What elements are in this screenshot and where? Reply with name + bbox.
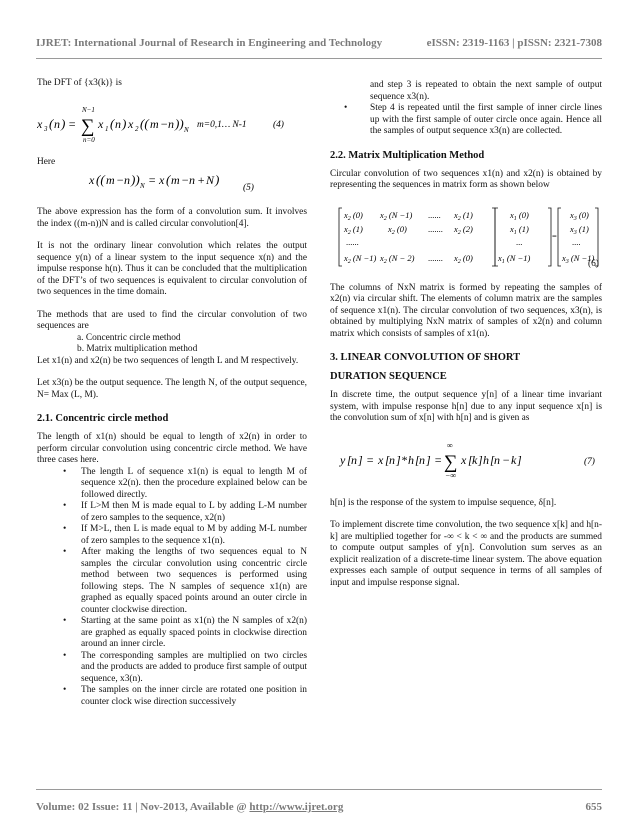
svg-text:.......: ....... bbox=[428, 223, 443, 234]
method-b: b. Matrix multiplication method bbox=[77, 344, 198, 354]
svg-text:+: + bbox=[197, 173, 206, 187]
svg-text:......: ...... bbox=[346, 236, 359, 247]
svg-text:n: n bbox=[389, 452, 395, 467]
list-item: • The samples on the inner circle are rotated one position in counter clock wise direction successively bbox=[37, 685, 307, 708]
svg-text:−: − bbox=[181, 173, 190, 187]
list-item: • Step 4 is repeated until the first sample of inner circle lines up with the first sample of outer circle once again. Hence all the samples of output sequence x3(n) are collected. bbox=[330, 103, 602, 138]
svg-text:h: h bbox=[408, 452, 414, 467]
svg-text:N−1: N−1 bbox=[82, 105, 95, 114]
svg-text:x: x bbox=[37, 116, 43, 131]
svg-text:((: (( bbox=[96, 172, 105, 187]
svg-text:x: x bbox=[159, 173, 165, 187]
svg-text:.......: ....... bbox=[428, 252, 443, 263]
svg-text:n: n bbox=[494, 452, 500, 467]
footer-volume: Volume: 02 Issue: 11 | Nov-2013, Available @ bbox=[36, 801, 250, 813]
svg-text:x: x bbox=[98, 116, 104, 131]
svg-text:−: − bbox=[160, 116, 169, 131]
svg-text:1: 1 bbox=[105, 124, 109, 133]
svg-text:n: n bbox=[168, 116, 174, 131]
svg-text:((: (( bbox=[140, 115, 149, 131]
svg-text:(: ( bbox=[49, 115, 54, 131]
paragraph-not-ordinary: It is not the ordinary linear convolution which relates the output sequence y(n) of a linear system to the input sequence x(n) and the impulse response h(n). Thus it can be concluded that the multiplication of the DFT’s of two sequences is equivalent to circular convolution of two sequences in the time domain. bbox=[37, 241, 307, 297]
header-rule bbox=[36, 58, 602, 59]
svg-text:−∞: −∞ bbox=[445, 470, 457, 480]
svg-text:]: ] bbox=[358, 452, 363, 467]
svg-text:3: 3 bbox=[44, 124, 48, 133]
svg-text:(: ( bbox=[166, 172, 171, 187]
svg-text:x3 (1): $x_3$ (1) bbox=[570, 223, 589, 236]
list-item: • The length L of sequence x1(n) is equal to length M of sequence x2(n). then the procedure explained below can be followed directly. bbox=[37, 467, 307, 502]
svg-text:x3 (0): $x_3$ (0) bbox=[570, 209, 589, 222]
list-item: • The corresponding samples are multiplied on two circles and the products are added to produce first sample of output sequence, x3(n). bbox=[37, 651, 307, 686]
continued-step: and step 3 is repeated to obtain the next sample of output sequence x3(n). bbox=[370, 80, 602, 102]
svg-text:x2 (N −1): $x_2$ (N −1) bbox=[380, 209, 413, 222]
paragraph-methods: The methods that are used to find the circular convolution of two sequences are bbox=[37, 309, 307, 331]
section-heading-2-2: 2.2. Matrix Multiplication Method bbox=[330, 149, 485, 161]
svg-text:=: = bbox=[148, 173, 157, 187]
svg-text:=: = bbox=[434, 452, 443, 467]
list-item: • If M>L, then L is made equal to M by adding M-L number of zero samples to the sequence x1(n). bbox=[37, 524, 307, 547]
svg-text:−: − bbox=[502, 452, 511, 467]
running-footer bbox=[36, 801, 602, 813]
svg-text:y: y bbox=[340, 452, 346, 467]
equation-4-number: (4) bbox=[273, 119, 284, 130]
svg-text:x2 (N −1): $x_2$ (N −1) bbox=[344, 252, 377, 265]
equation-4 bbox=[37, 101, 307, 147]
svg-text:): ) bbox=[122, 115, 127, 131]
svg-text:[: [ bbox=[490, 452, 495, 467]
equation-7-number: (7) bbox=[584, 456, 595, 467]
svg-text:x: x bbox=[461, 452, 467, 467]
svg-text:m: m bbox=[106, 173, 115, 187]
issn-text: eISSN: 2319-1163 | pISSN: 2321-7308 bbox=[426, 37, 602, 49]
running-header bbox=[36, 37, 602, 49]
section-heading-3-line1: 3. LINEAR CONVOLUTION OF SHORT bbox=[330, 352, 521, 363]
svg-text:[: [ bbox=[385, 452, 390, 467]
svg-text:[: [ bbox=[347, 452, 352, 467]
equation-4-range: m=0,1… N-1 bbox=[197, 119, 247, 130]
svg-text:=: = bbox=[366, 452, 375, 467]
svg-text:)): )) bbox=[131, 172, 140, 187]
list-item: • Starting at the same point as x1(n) the N samples of x2(n) are graphed as equally spaced points in clockwise direction around an inner circle. bbox=[37, 616, 307, 651]
svg-text:x2 (N − 2): $x_2$ (N − 2) bbox=[380, 252, 415, 265]
journal-title: IJRET: International Journal of Research in Engineering and Technology bbox=[36, 37, 383, 49]
svg-text:N: N bbox=[184, 125, 189, 134]
section-heading-3-line2: DURATION SEQUENCE bbox=[330, 371, 447, 382]
svg-text:): ) bbox=[61, 115, 66, 131]
svg-text:x2 (1): $x_2$ (1) bbox=[454, 209, 473, 222]
page-number: 655 bbox=[585, 801, 602, 813]
svg-text:]: ] bbox=[396, 452, 401, 467]
equation-5 bbox=[37, 168, 307, 198]
equation-5-number: (5) bbox=[243, 183, 254, 193]
method-a: a. Concentric circle method bbox=[77, 332, 181, 343]
footer-rule bbox=[36, 789, 602, 790]
paragraph-let-x3: Let x3(n) be the output sequence. The length N, of the output sequence, N= Max (L, M). bbox=[37, 378, 307, 400]
list-item: • After making the lengths of two sequences equal to N samples the circular convolution using concentric circle method between two sequences is performed using following steps. The N samples of sequence x1(n) are graphed as equally spaced points around an outer circle in counter clockwise direction. bbox=[37, 547, 307, 616]
svg-text:x: x bbox=[128, 116, 134, 131]
svg-text:...: ... bbox=[516, 236, 523, 247]
svg-text:x3 (N −1): $x_3$ (N −1) bbox=[562, 252, 595, 265]
svg-text:∞: ∞ bbox=[447, 440, 453, 450]
equation-6 bbox=[330, 203, 602, 273]
svg-text:....: .... bbox=[572, 236, 581, 247]
svg-text:......: ...... bbox=[428, 209, 441, 220]
paragraph-let-x1-x2: Let x1(n) and x2(n) be two sequences of length L and M respectively. bbox=[37, 355, 299, 366]
paragraph-expression: The above expression has the form of a convolution sum. It involves the index ((m-n))N and is called circular convolution[4]. bbox=[37, 207, 307, 229]
svg-text:∑: ∑ bbox=[444, 451, 458, 473]
svg-text:x1 (N −1): $x_1$ (N −1) bbox=[498, 252, 531, 265]
equation-7-formula bbox=[330, 436, 602, 484]
svg-text:]: ] bbox=[478, 452, 483, 467]
svg-text:x2 (0): $x_2$ (0) bbox=[388, 223, 407, 236]
svg-text:n: n bbox=[115, 116, 121, 131]
svg-text:m: m bbox=[171, 173, 180, 187]
svg-text:m: m bbox=[150, 116, 159, 131]
svg-text:[: [ bbox=[415, 452, 420, 467]
concentric-steps-list bbox=[37, 467, 307, 709]
left-column bbox=[37, 78, 307, 708]
svg-text:k: k bbox=[511, 452, 517, 467]
paragraph-columns: The columns of NxN matrix is formed by repeating the samples of x2(n) via circular shift. The elements of column matrix are the samples of sequence x1(n). The circular convolution of two sequences, x3(n), is obtained by multiplying NxN matrix of samples of x2(n) and column matrix which consists of samples of x1(n). bbox=[330, 282, 602, 339]
svg-text:N: N bbox=[140, 182, 145, 190]
footer-link[interactable]: http://www.ijret.org bbox=[249, 801, 344, 813]
svg-text:n=0: n=0 bbox=[83, 135, 95, 144]
svg-text:n: n bbox=[419, 452, 425, 467]
paragraph-discrete: In discrete time, the output sequence y[n] of a linear time invariant system, with impulse response h[n] due to any input sequence x[n] is the convolution sum of x[n] with h[n] and is given as bbox=[330, 390, 602, 423]
equation-7 bbox=[330, 436, 602, 484]
svg-text:*: * bbox=[401, 452, 407, 467]
svg-text:n: n bbox=[351, 452, 357, 467]
svg-text:h: h bbox=[483, 452, 489, 467]
svg-text:x2 (0): $x_2$ (0) bbox=[344, 209, 363, 222]
svg-text:(: ( bbox=[110, 115, 115, 131]
svg-text:2: 2 bbox=[135, 124, 139, 133]
equation-6-number: (6) bbox=[588, 258, 599, 269]
paragraph-hn: h[n] is the response of the system to impulse sequence, δ[n]. bbox=[330, 497, 557, 508]
svg-text:x1 (0): $x_1$ (0) bbox=[510, 209, 529, 222]
svg-text:x2 (2): $x_2$ (2) bbox=[454, 223, 473, 236]
svg-text:): ) bbox=[215, 172, 220, 187]
list-item: • If L>M then M is made equal to L by adding L-M number of zero samples to the sequence, x2(n) bbox=[37, 501, 307, 524]
svg-text:]: ] bbox=[517, 452, 522, 467]
paragraph-circular: Circular convolution of two sequences x1(n) and x2(n) is obtained by representing the sequences in matrix form as shown below bbox=[330, 168, 602, 190]
svg-text:n: n bbox=[54, 116, 60, 131]
equation-6-matrix bbox=[330, 203, 602, 273]
svg-text:x2 (1): $x_2$ (1) bbox=[344, 223, 363, 236]
right-column bbox=[330, 80, 602, 600]
equation-5-formula bbox=[37, 168, 307, 198]
svg-text:n: n bbox=[189, 173, 195, 187]
equation-4-formula bbox=[37, 101, 307, 147]
paragraph-implement: To implement discrete time convolution, the two sequence x[k] and h[n-k] are multiplied together for -∞ < k < ∞ and the products are summed to compute output samples of y[n]. Convolution sum serves as an explicit realization of a discrete-time linear system. The above equation expresses each sample of output sequence in terms of all samples of input and impulse response signal. bbox=[330, 520, 602, 588]
svg-text:−: − bbox=[116, 173, 125, 187]
svg-text:x: x bbox=[378, 452, 384, 467]
svg-text:x: x bbox=[89, 173, 95, 187]
svg-text:=: = bbox=[68, 116, 77, 131]
paragraph-dft: The DFT of {x3(k)} is bbox=[37, 78, 122, 88]
svg-text:x2 (0): $x_2$ (0) bbox=[454, 252, 473, 265]
svg-text:N: N bbox=[206, 173, 215, 187]
svg-text:]: ] bbox=[426, 452, 431, 467]
svg-text:=: = bbox=[552, 230, 557, 241]
step-4-list bbox=[330, 103, 602, 138]
paragraph-here: Here bbox=[37, 156, 56, 167]
paragraph-length: The length of x1(n) should be equal to length of x2(n) in order to perform circular convolution using concentric circle method. We have three cases here. bbox=[37, 432, 307, 465]
svg-text:)): )) bbox=[175, 115, 184, 131]
svg-text:x1 (1): $x_1$ (1) bbox=[510, 223, 529, 236]
svg-text:∑: ∑ bbox=[81, 115, 95, 137]
svg-text:k: k bbox=[472, 452, 478, 467]
svg-text:n: n bbox=[124, 173, 130, 187]
svg-text:[: [ bbox=[468, 452, 473, 467]
section-heading-2-1: 2.1. Concentric circle method bbox=[37, 413, 169, 424]
